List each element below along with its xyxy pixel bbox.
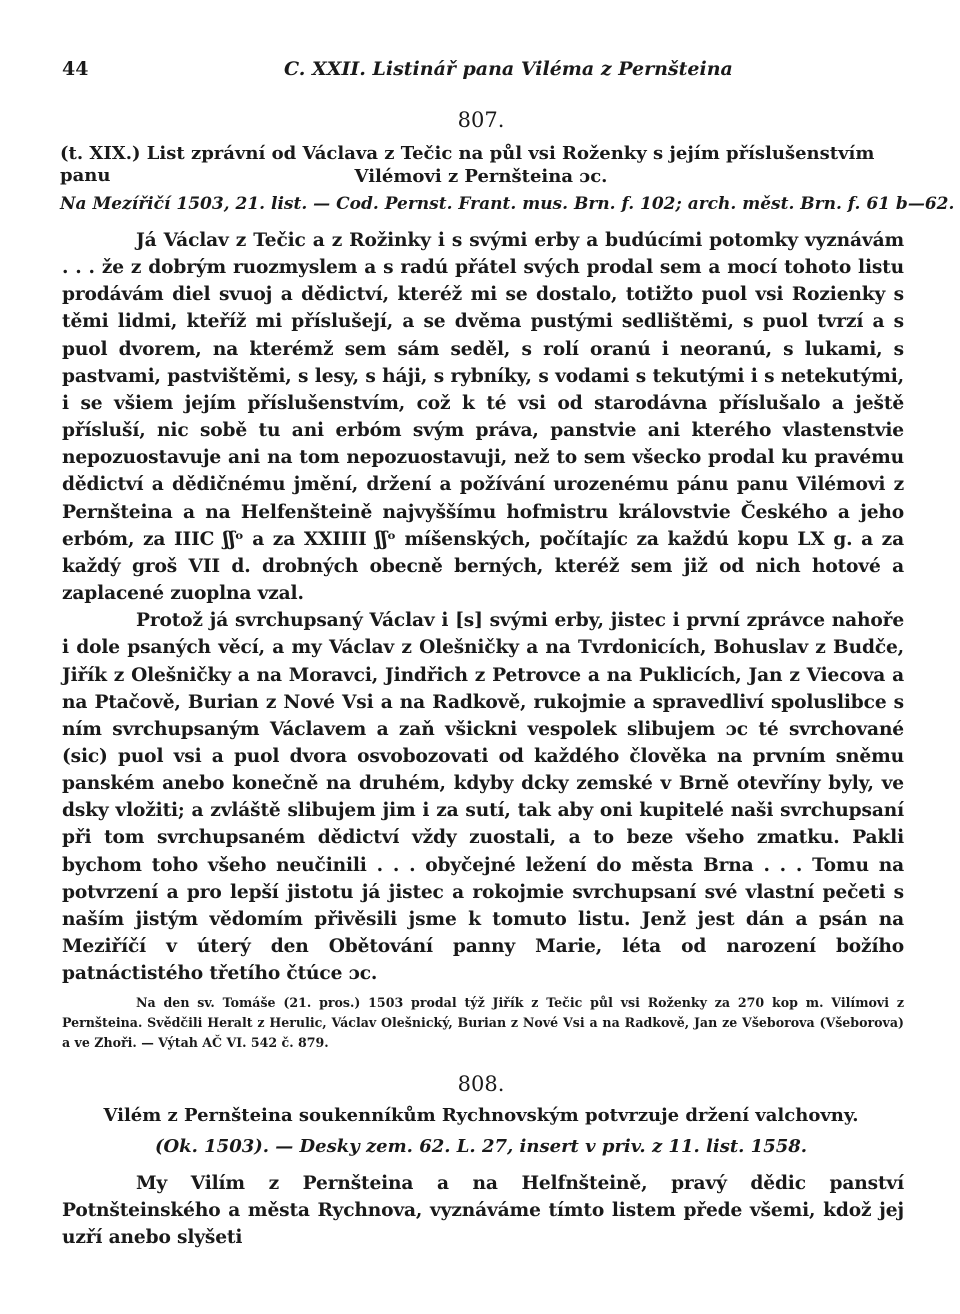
paragraph-807-2: Protož já svrchupsaný Václav i [s] svými erby, jistec i první zprávce nahoře i dole psaných věcí, a my Václav z Olešničky a na Tvrdonicích, Bohuslav z Budče, Jiřík z Olešničky a na Moravci, Jindřich z Petrovce a na Puklicích, Jan z Viecova a na Ptačově, Burian z Nové Vsi a na Radkově, rukojmie a spravedliví spoluslibce s ním svrchupsaným Václavem a zaň všickni vespolek slibujem ɔc té svrchované (sic) puol vsi a puol dvora osvobozovati od každého člověka na prvním sněmu panském anebo konečně na druhém, kdyby dcky zemské v Brně otevříny byly, ve dsky vložiti; a zvláště slibujem jim i za sutí, tak aby oni kupitelé naši svrchupsaní při tom svrchupsaném dědictví vždy zuostali, a to beze všeho zmatku. Pakli bychom toho všeho neučinili . . . obyčejné ležení do města Brna . . . Tomu na potvrzení a pro lepší jistotu já jistec a rokojmie svrchupsaní své vlastní pečeti s naším jistým vědomím přivěsili jsme k tomuto listu. Jenž jest dán a psán na Meziříčí v úterý den Obětování panny Marie, léta od narození božího patnáctistého třetího čtúce ɔc.	[62, 610, 904, 985]
document-source-808: (Ok. 1503). — Desky zem. 62. L. 27, insert v priv. z 11. list. 1558.	[154, 1136, 808, 1157]
running-title: C. XXII. Listinář pana Viléma z Pernšteina	[284, 58, 733, 80]
document-heading-808: Vilém z Pernšteina soukenníkům Rychnovským potvrzuje držení valchovny.	[103, 1105, 859, 1126]
page-header	[62, 58, 900, 86]
document-body-808	[62, 1170, 904, 1251]
editorial-note-807	[62, 993, 904, 1053]
document-body-807	[62, 227, 904, 987]
page-number: 44	[62, 58, 89, 80]
document-heading-807-line2: Vilémovi z Pernšteina ɔc.	[354, 166, 608, 187]
note-text: Na den sv. Tomáše (21. pros.) 1503 prodal týž Jiřík z Tečic půl vsi Roženky za 270 kop m. Vilímovi z Pernšteina. Svědčili Heralt z Herulic, Václav Olešnický, Burian z Nové Vsi a na Radkově, Jan ze Všeborova (Všeborova) a ve Zhoři. — Výtah AČ VI. 542 č. 879.	[62, 995, 904, 1050]
document-number-807: 807.	[457, 108, 505, 132]
document-source-807: Na Mezířičí 1503, 21. list. — Cod. Pernst. Frant. mus. Brn. f. 102; arch. měst. Brn. f. 61 b—62.	[60, 194, 955, 214]
document-number-808: 808.	[457, 1072, 505, 1096]
paragraph-808-1: My Vilím z Pernšteina a na Helfnšteině, pravý dědic panství Potnšteinského a města Rychnova, vyznáváme tímto listem přede všemi, kdož jej uzří anebo slyšeti	[62, 1173, 904, 1249]
document-heading-807-line1: (t. XIX.) List zprávní od Václava z Tečic na půl vsi Roženky s jejím příslušenstvím panu	[60, 143, 875, 186]
paragraph-807-1: Já Václav z Tečic a z Rožinky i s svými erby a budúcími potomky vyznávám . . . že z dobrým ruozmyslem a s radú přátel svých prodal sem a mocí tohoto listu prodávám diel svuoj a dědictví, kteréž mi se dostalo, totižto puol vsi Rozienky s těmi lidmi, kteříž mi příslušejí, a se dvěma pustými sedlištěmi, s puol tvrzí a s puol dvorem, na kterémž sem sám seděl, s rolí oranú i neoranú, s lukami, s pastvami, pastvištěmi, s lesy, s háji, s rybníky, s vodami s tekutými i s netekutými, i se všiem jejím příslušenstvím, což k té vsi od starodávna příslušalo a ještě přísluší, nic sobě tu ani erbóm svým práva, panstvie ani kterého vlastenstvie nepozuostavuje ani na tom nepozuostavuji, než to sem všecko prodal ku pravému dědictví a dědičnému jmění, držení a požívání urozenému pánu panu Vilémovi z Pernšteina a na Helfenšteině najvyššímu hofmistru královstvie Českého a jeho erbóm, za IIIC ʃʃᵒ a za XXIIII ʃʃᵒ míšenských, počítajíc za každú kopu LX g. a za každý groš VII d. drobných obecně berných, kteréž sem již od nich hotové a zaplacené zuoplna vzal.	[62, 230, 904, 605]
